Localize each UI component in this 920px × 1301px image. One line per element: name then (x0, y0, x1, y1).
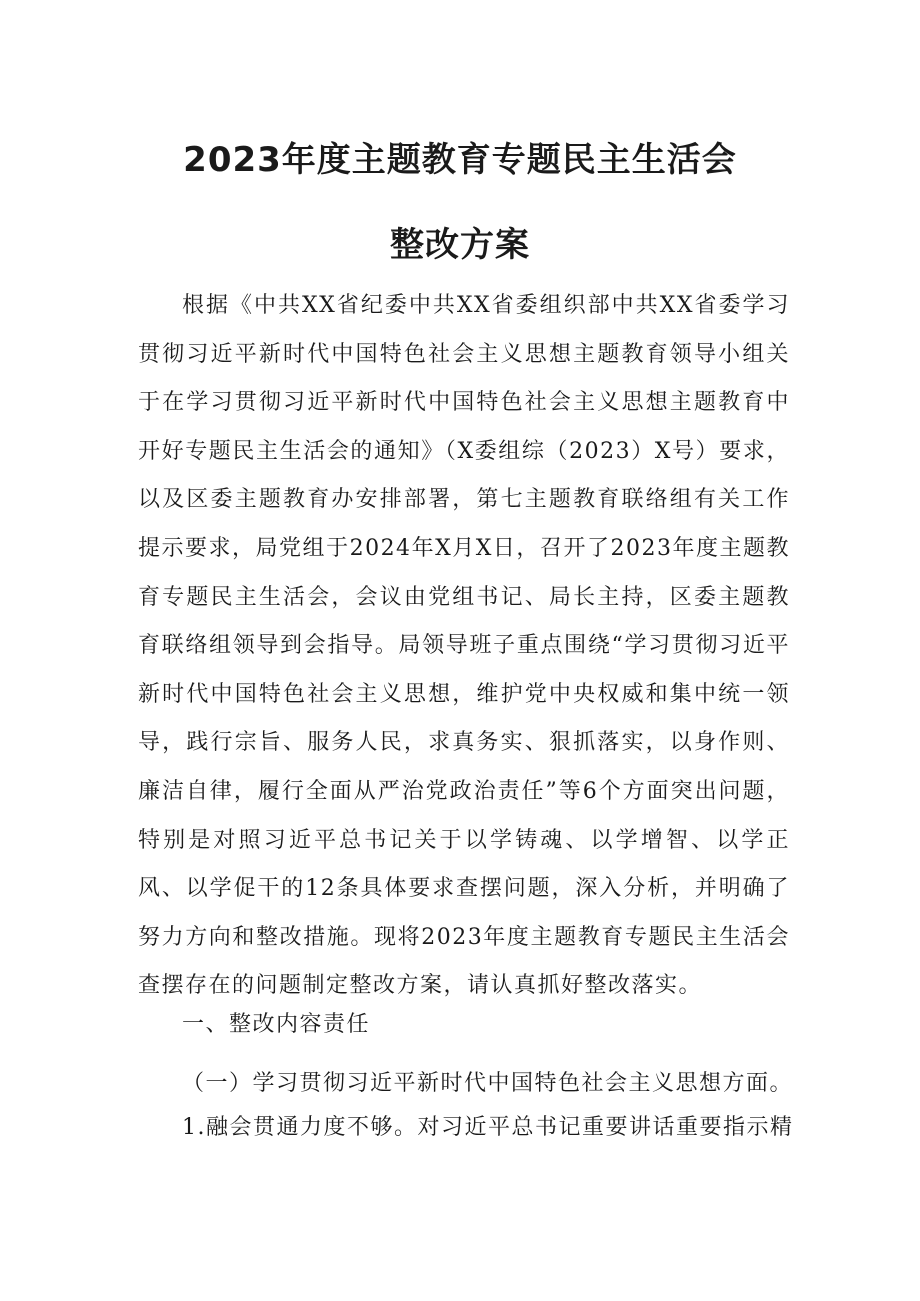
document-title-line-1: 2023年度主题教育专题民主生活会 (183, 140, 737, 180)
intro-paragraph: 根据《中共XX省纪委中共XX省委组织部中共XX省委学习贯彻习近平新时代中国特色社会主义思想主题教育领导小组关于在学习贯彻习近平新时代中国特色社会主义思想主题教育中开好专题民主生活会的通知》（X委组综（2023）X号）要求，以及区委主题教育办安排部署，第七主题教育联络组有关工作提示要求，局党组于2024年X月X日，召开了2023年度主题教育专题民主生活会，会议由党组书记、局长主持，区委主题教育联络组领导到会指导。局领导班子重点围绕“学习贯彻习近平新时代中国特色社会主义思想，维护党中央权威和集中统一领导，践行宗旨、服务人民，求真务实、狠抓落实，以身作则、廉洁自律，履行全面从严治党政治责任”等6个方面突出问题，特别是对照习近平总书记关于以学铸魂、以学增智、以学正风、以学促干的12条具体要求查摆问题，深入分析，并明确了努力方向和整改措施。现将2023年度主题教育专题民主生活会查摆存在的问题制定整改方案，请认真抓好整改落实。 (138, 293, 790, 999)
document-title-line-2: 整改方案 (390, 225, 530, 265)
section-heading: 一、整改内容责任 (182, 1012, 371, 1037)
sub-heading: （一）学习贯彻习近平新时代中国特色社会主义思想方面。 (182, 1071, 794, 1096)
item-1-text: 1.融会贯通力度不够。对习近平总书记重要讲话重要指示精 (182, 1115, 794, 1140)
